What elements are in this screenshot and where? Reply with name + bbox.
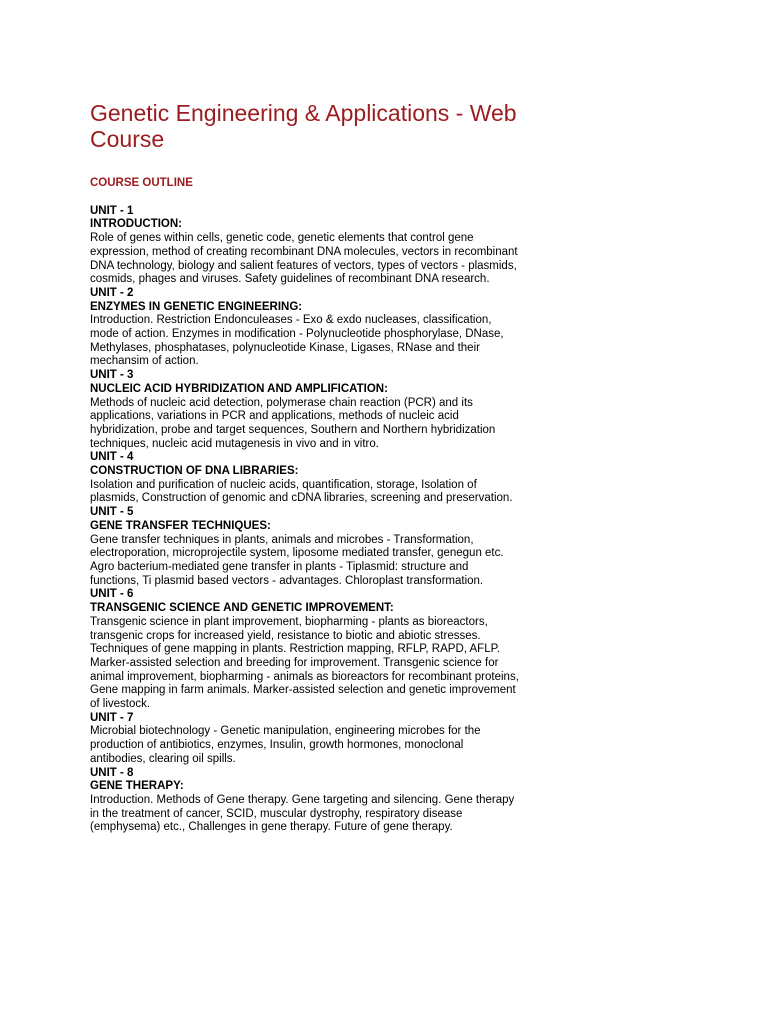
unit-number: UNIT - 3 <box>90 369 134 382</box>
unit-number: UNIT - 4 <box>90 451 134 464</box>
unit-number: UNIT - 8 <box>90 766 134 779</box>
unit-description: Role of genes within cells, genetic code, genetic elements that control gene expression, method of creating recombinant DNA molecules, vectors in recombinant DNA technology, biology and salient features of vectors, types of vectors - plasmids, cosmids, phages and viruses. Safety guidelines of recombinant DNA research. <box>90 232 518 286</box>
unit-list <box>90 205 520 835</box>
unit-5 <box>90 506 520 588</box>
unit-description: Introduction. Methods of Gene therapy. Gene targeting and silencing. Gene therapy in the treatment of cancer, SCID, muscular dystrophy, respiratory disease (emphysema) etc., Challenges in gene therapy. Future of gene therapy. <box>90 793 515 834</box>
unit-number: UNIT - 6 <box>90 588 134 601</box>
unit-description: Gene transfer techniques in plants, animals and microbes - Transformation, electroporation, microprojectile system, liposome mediated transfer, genegun etc. Agro bacterium-mediated gene transfer in plants - Tiplasmid: structure and functions, Ti plasmid based vectors - advantages. Chloroplast transformation. <box>90 533 504 587</box>
unit-description: Introduction. Restriction Endonculeases - Exo & exdo nucleases, classification, mode of action. Enzymes in modification - Polynucleotide phosphorylase, DNase, Methylases, phosphatases, polynucleotide Kinase, Ligases, RNase and their mechansim of action. <box>90 314 504 368</box>
unit-8 <box>90 767 520 836</box>
unit-title: ENZYMES IN GENETIC ENGINEERING: <box>90 300 303 313</box>
unit-number: UNIT - 7 <box>90 711 134 724</box>
unit-description: Transgenic science in plant improvement, biopharming - plants as bioreactors, transgenic crops for increased yield, resistance to biotic and abiotic stresses. Techniques of gene mapping in plants. Restriction mapping, RFLP, RAPD, AFLP. Marker-assisted selection and breeding for improvement. Transgenic science for animal improvement, biopharming - animals as bioreactors for recombinant proteins, Gene mapping in farm animals. Marker-assisted selection and genetic improvement of livestock. <box>90 615 519 711</box>
unit-title: GENE THERAPY: <box>90 780 184 793</box>
unit-2 <box>90 287 520 369</box>
unit-number: UNIT - 2 <box>90 286 134 299</box>
unit-3 <box>90 369 520 451</box>
unit-7 <box>90 712 520 767</box>
unit-description: Isolation and purification of nucleic acids, quantification, storage, Isolation of plasmids, Construction of genomic and cDNA libraries, screening and preservation. <box>90 478 513 505</box>
document-title: Genetic Engineering & Applications - Web Course <box>90 100 517 152</box>
unit-title: NUCLEIC ACID HYBRIDIZATION AND AMPLIFICATION: <box>90 382 388 395</box>
unit-title: GENE TRANSFER TECHNIQUES: <box>90 519 271 532</box>
unit-number: UNIT - 1 <box>90 204 134 217</box>
unit-description: Methods of nucleic acid detection, polymerase chain reaction (PCR) and its applications, variations in PCR and applications, methods of nucleic acid hybridization, probe and target sequences, Southern and Northern hybridization techniques, nucleic acid mutagenesis in vivo and in vitro. <box>90 396 496 450</box>
unit-title: TRANSGENIC SCIENCE AND GENETIC IMPROVEMENT: <box>90 602 394 615</box>
unit-title: CONSTRUCTION OF DNA LIBRARIES: <box>90 465 299 478</box>
course-outline-heading: COURSE OUTLINE <box>90 177 193 189</box>
unit-description: Microbial biotechnology - Genetic manipulation, engineering microbes for the production of antibiotics, enzymes, Insulin, growth hormones, monoclonal antibodies, clearing oil spills. <box>90 725 481 765</box>
unit-1 <box>90 205 520 287</box>
document-page <box>90 100 520 835</box>
unit-4 <box>90 451 520 506</box>
unit-6 <box>90 588 520 711</box>
unit-number: UNIT - 5 <box>90 506 134 519</box>
unit-title: INTRODUCTION: <box>90 218 182 231</box>
